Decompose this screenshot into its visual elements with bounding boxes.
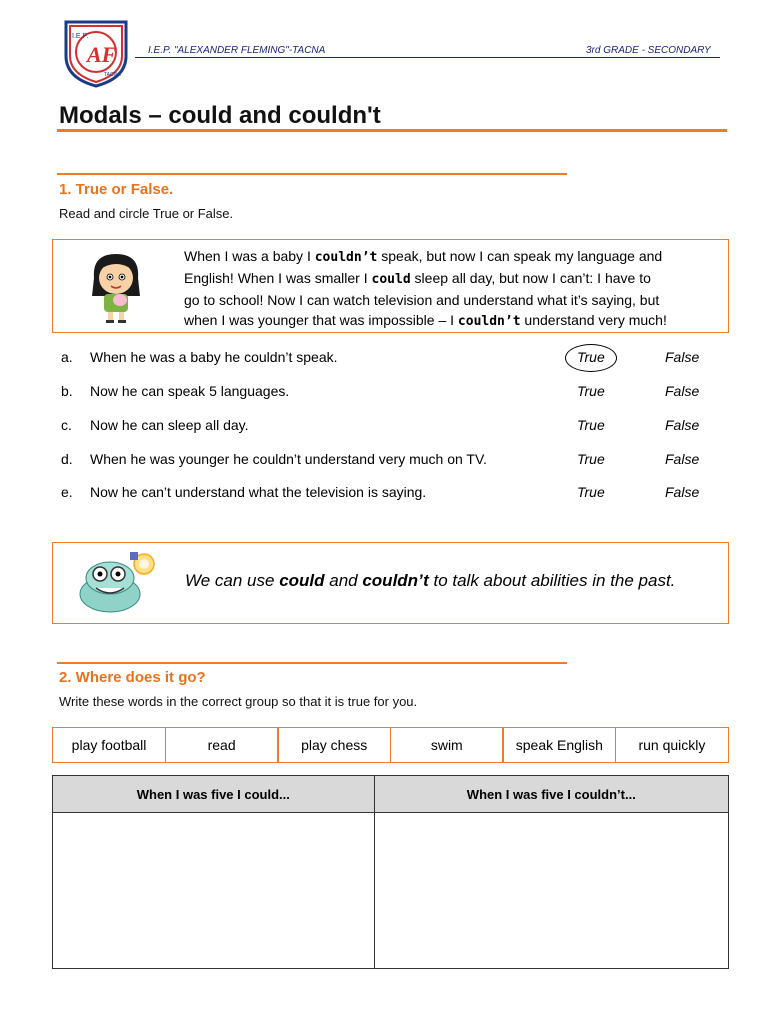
question-text: Now he can’t understand what the television is saying. — [90, 484, 427, 500]
header-rule — [135, 57, 720, 58]
section1-instruction: Read and circle True or False. — [59, 206, 234, 221]
false-option[interactable]: False — [665, 417, 700, 433]
note-text: We can use could and couldn’t to talk about abilities in the past. — [185, 571, 676, 590]
word-bank — [52, 727, 729, 763]
question-letter: e. — [61, 484, 73, 500]
could-answer-cell[interactable] — [53, 813, 375, 969]
answer-circle — [565, 344, 617, 372]
question-text: Now he can sleep all day. — [90, 417, 249, 433]
section1-rule — [57, 173, 567, 175]
true-option[interactable]: True — [577, 451, 605, 467]
question-text: When he was younger he couldn’t understand very much on TV. — [90, 451, 487, 467]
false-option[interactable]: False — [665, 451, 700, 467]
word-chip[interactable]: run quickly — [615, 727, 729, 763]
question-text: When he was a baby he couldn’t speak. — [90, 349, 338, 365]
column-header-couldnt: When I was five I couldn’t... — [374, 776, 728, 813]
page-title: Modals – could and couldn't — [59, 102, 381, 129]
word-chip[interactable]: play football — [52, 727, 166, 763]
true-option[interactable]: True — [577, 484, 605, 500]
question-letter: b. — [61, 383, 73, 399]
column-header-could: When I was five I could... — [53, 776, 375, 813]
true-option[interactable]: True — [577, 417, 605, 433]
story-text: When I was a baby I couldn’t speak, but now I can speak my language and English! When I was smaller I could sleep all day, but now I can’t: I have to go to school! Now I can watch television and understand what it’s saying, but when I was younger that was impossible – I couldn’t understand very much! — [184, 248, 667, 329]
title-rule — [57, 129, 727, 132]
word-chip[interactable]: play chess — [277, 727, 391, 763]
svg-text:AF: AF — [87, 42, 117, 67]
false-option[interactable]: False — [665, 484, 700, 500]
section2-instruction: Write these words in the correct group so that it is true for you. — [59, 694, 418, 709]
word-chip[interactable]: speak English — [502, 727, 616, 763]
school-name: I.E.P. "ALEXANDER FLEMING"-TACNA — [148, 45, 326, 56]
sorting-table — [52, 775, 729, 969]
false-option[interactable]: False — [665, 349, 700, 365]
section2-title: 2. Where does it go? — [59, 669, 206, 686]
word-chip[interactable]: read — [165, 727, 279, 763]
school-logo — [60, 16, 132, 88]
true-option[interactable]: True — [577, 349, 605, 365]
question-letter: a. — [61, 349, 73, 365]
svg-text:I.E.P.: I.E.P. — [72, 33, 89, 40]
grade-label: 3rd GRADE - SECONDARY — [586, 45, 711, 56]
word-chip[interactable]: swim — [390, 727, 504, 763]
svg-text:TACNA: TACNA — [104, 72, 121, 78]
girl-illustration — [84, 250, 148, 324]
false-option[interactable]: False — [665, 383, 700, 399]
question-text: Now he can speak 5 languages. — [90, 383, 290, 399]
couldnt-answer-cell[interactable] — [374, 813, 728, 969]
section2-rule — [57, 662, 567, 664]
monster-illustration — [76, 550, 162, 616]
question-letter: d. — [61, 451, 73, 467]
true-option[interactable]: True — [577, 383, 605, 399]
question-letter: c. — [61, 417, 72, 433]
section1-title: 1. True or False. — [59, 181, 174, 198]
